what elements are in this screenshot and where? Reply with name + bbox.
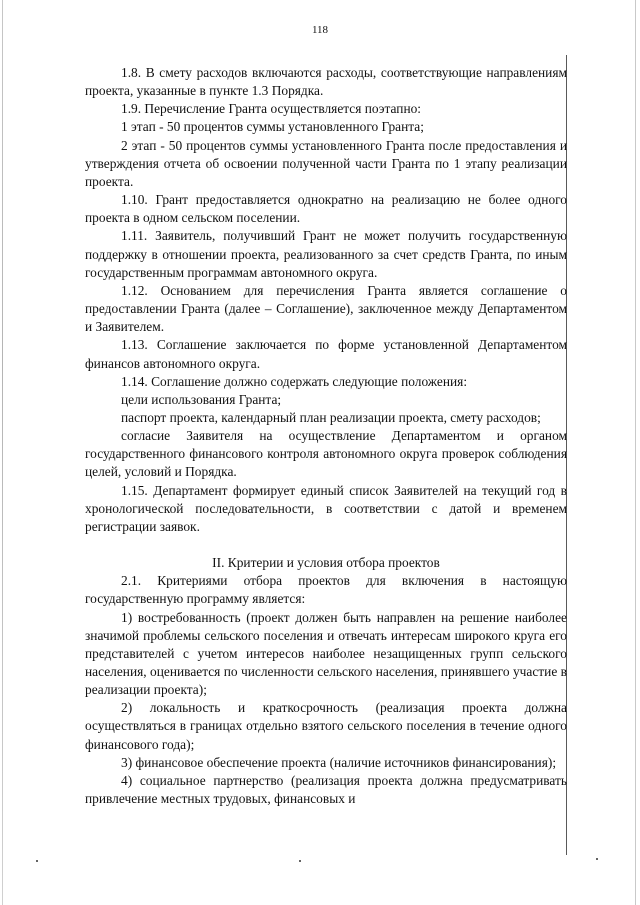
- paragraph-1-11: 1.11. Заявитель, получивший Грант не может получить государственную поддержку в отношении проекта, реализованного за счет средств Гранта, по иным государственным программам автономного округа.: [85, 228, 567, 280]
- paragraph-1-13: 1.13. Соглашение заключается по форме установленной Департаментом финансов автономного округа.: [85, 337, 567, 371]
- section-heading: II. Критерии и условия отбора проектов: [212, 555, 440, 571]
- paragraph-1-14: 1.14. Соглашение должно содержать следующие положения:: [121, 373, 468, 389]
- paragraph-goals: цели использования Гранта;: [121, 391, 282, 407]
- document-body: [85, 64, 567, 808]
- scan-speck: [596, 858, 598, 860]
- criterion-2: 2) локальность и краткосрочность (реализация проекта должна осуществляться в границах отдельно взятого сельского поселения в течение одного финансового года);: [85, 700, 567, 752]
- paragraph-2-1: 2.1. Критериями отбора проектов для включения в настоящую государственную программу является:: [85, 573, 567, 607]
- paragraph-passport: паспорт проекта, календарный план реализации проекта, смету расходов;: [121, 409, 541, 425]
- scan-speck: [36, 860, 38, 862]
- paragraph-stage-2: 2 этап - 50 процентов суммы установленного Гранта после предоставления и утверждения отчета об освоении полученной части Гранта по 1 этапу реализации проекта.: [85, 137, 567, 189]
- paragraph-consent: согласие Заявителя на осуществление Департаментом и органом государственного финансового контроля автономного округа проверок соблюдения целей, условий и Порядка.: [85, 428, 567, 480]
- page-number: 118: [311, 24, 329, 36]
- criterion-4: 4) социальное партнерство (реализация проекта должна предусматривать привлечение местных трудовых, финансовых и: [85, 772, 567, 807]
- criterion-3: 3) финансовое обеспечение проекта (наличие источников финансирования);: [121, 754, 557, 770]
- paragraph-1-10: 1.10. Грант предоставляется однократно на реализацию не более одного проекта в одном сельском поселении.: [85, 192, 567, 226]
- paragraph-1-8: 1.8. В смету расходов включаются расходы, соответствующие направлениям проекта, указанные в пункте 1.3 Порядка.: [85, 65, 567, 99]
- paragraph-1-12: 1.12. Основанием для перечисления Гранта является соглашение о предоставлении Гранта (далее – Соглашение), заключенное между Департаментом и Заявителем.: [85, 282, 567, 335]
- scan-border-far-right: [635, 0, 636, 905]
- scan-speck: [299, 860, 301, 862]
- scan-border-left: [2, 0, 3, 905]
- paragraph-1-9: 1.9. Перечисление Гранта осуществляется поэтапно:: [121, 101, 422, 117]
- paragraph-stage-1: 1 этап - 50 процентов суммы установленного Гранта;: [121, 119, 424, 135]
- paragraph-1-15: 1.15. Департамент формирует единый список Заявителей на текущий год в хронологической последовательности, в соответствии с датой и временем регистрации заявок.: [85, 482, 567, 534]
- criterion-1: 1) востребованность (проект должен быть направлен на решение наиболее значимой проблемы сельского поселения и отвечать интересам широкого круга его представителей с учетом интересов наиболее незащищенных групп сельского населения, оценивается по численности сельского населения, принявшего участие в реализации проекта);: [85, 609, 567, 698]
